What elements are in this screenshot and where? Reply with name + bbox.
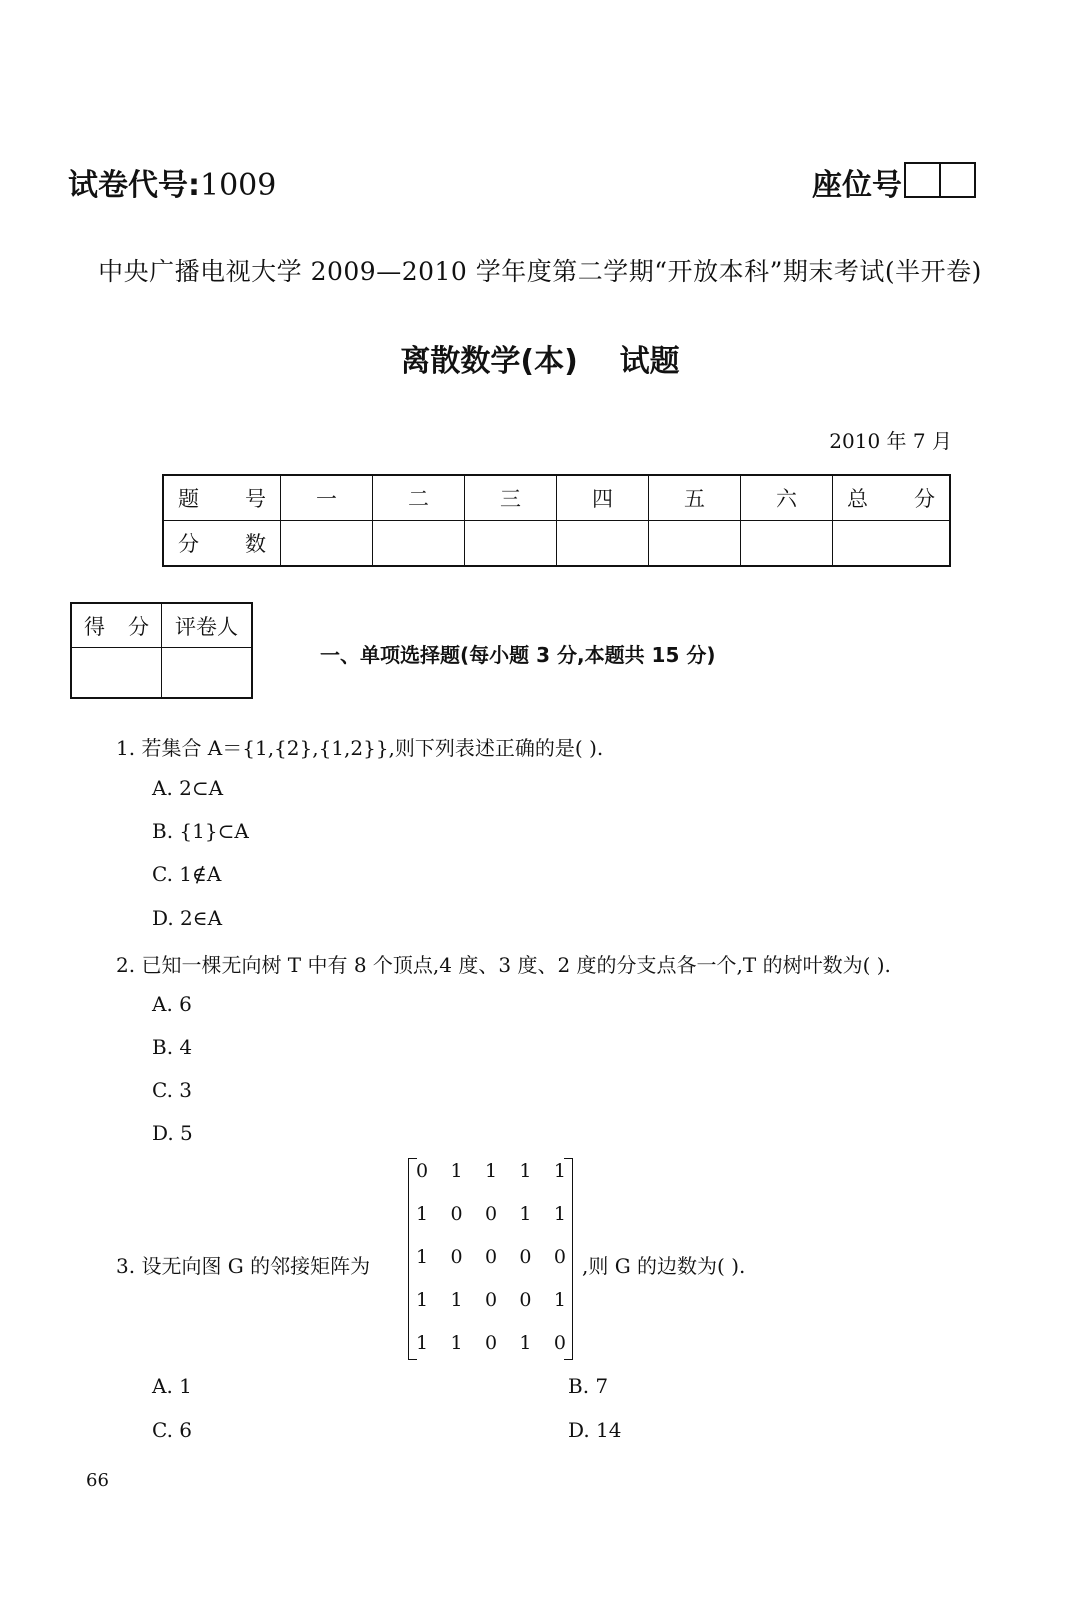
matrix-cell: 0 (519, 1289, 532, 1311)
matrix-cell: 1 (553, 1289, 566, 1311)
score-table-header: 总 分 (833, 475, 951, 521)
exam-session-line: 中央广播电视大学 2009—2010 学年度第二学期“开放本科”期末考试(半开卷) (98, 257, 982, 286)
question-2-option-a: A. 6 (152, 992, 192, 1016)
matrix-cell: 1 (416, 1332, 429, 1354)
grader-table-grader-label: 评卷人 (162, 603, 253, 648)
score-cell[interactable] (557, 521, 649, 567)
question-3-option-c: C. 6 (152, 1418, 193, 1442)
seat-number-box[interactable] (939, 164, 974, 196)
grader-table-header-row (71, 603, 252, 648)
matrix-row (416, 1332, 566, 1354)
question-2-stem: 2. 已知一棵无向树 T 中有 8 个顶点,4 度、3 度、2 度的分支点各一个,T 的树叶数为( ). (116, 953, 891, 977)
question-2-option-b: B. 4 (152, 1035, 193, 1059)
score-table-header: 一 (281, 475, 373, 521)
exam-title: 离散数学(本) 试题 (400, 344, 680, 379)
section-heading: 一、单项选择题(每小题 3 分,本题共 15 分) (320, 643, 716, 667)
matrix-row (416, 1289, 566, 1311)
matrix-row (416, 1203, 566, 1225)
grader-name-cell[interactable] (162, 648, 253, 699)
matrix-cell: 1 (553, 1160, 566, 1182)
question-3-option-d: D. 14 (568, 1418, 622, 1442)
matrix-cell: 0 (484, 1289, 498, 1311)
question-2-option-d: D. 5 (152, 1121, 193, 1145)
score-table (162, 474, 951, 567)
matrix-cell: 0 (484, 1332, 498, 1354)
seat-number-boxes[interactable] (904, 162, 976, 198)
matrix-cell: 0 (553, 1332, 566, 1354)
question-3-option-a: A. 1 (152, 1374, 192, 1398)
matrix-cell: 0 (416, 1160, 429, 1182)
matrix-cell: 0 (519, 1246, 532, 1268)
exam-code-separator: : (188, 168, 200, 203)
question-1-option-c: C. 1∉A (152, 862, 222, 886)
score-table-header: 五 (649, 475, 741, 521)
question-1-option-a: A. 2⊂A (152, 776, 224, 800)
grader-table-score-label: 得 分 (71, 603, 162, 648)
exam-code-value: 1009 (200, 168, 277, 203)
score-table-header: 二 (373, 475, 465, 521)
matrix-cell: 1 (416, 1246, 429, 1268)
exam-code-label: 试卷代号 (68, 168, 188, 203)
matrix-cell: 1 (519, 1160, 532, 1182)
grader-score-cell[interactable] (71, 648, 162, 699)
grader-table-entry-row (71, 648, 252, 699)
matrix-row (416, 1246, 566, 1268)
score-table-header: 六 (741, 475, 833, 521)
exam-code (68, 160, 276, 204)
exam-date: 2010 年 7 月 (829, 429, 952, 453)
matrix-cell: 0 (553, 1246, 566, 1268)
matrix-cell: 1 (484, 1160, 498, 1182)
question-1-stem: 1. 若集合 A＝{1,{2},{1,2}},则下列表述正确的是( ). (116, 736, 604, 760)
score-cell[interactable] (741, 521, 833, 567)
matrix-cell: 1 (416, 1203, 429, 1225)
question-3-option-b: B. 7 (568, 1374, 609, 1398)
score-cell[interactable] (833, 521, 951, 567)
seat-number-box[interactable] (906, 164, 939, 196)
page-number: 66 (86, 1470, 109, 1491)
matrix-cell: 0 (484, 1246, 498, 1268)
matrix-cell: 0 (450, 1203, 463, 1225)
matrix-cell: 1 (450, 1160, 463, 1182)
question-2-option-c: C. 3 (152, 1078, 193, 1102)
score-table-score-label: 分 数 (163, 521, 281, 567)
score-cell[interactable] (649, 521, 741, 567)
matrix-cell: 1 (450, 1289, 463, 1311)
score-table-header: 题 号 (163, 475, 281, 521)
matrix-cell: 1 (450, 1332, 463, 1354)
score-table-header: 四 (557, 475, 649, 521)
score-table-score-row (163, 521, 950, 567)
matrix-right-bracket (564, 1158, 573, 1360)
seat-number-label: 座位号 (812, 168, 902, 203)
matrix-cell: 1 (519, 1332, 532, 1354)
score-cell[interactable] (373, 521, 465, 567)
question-1-option-d: D. 2∈A (152, 906, 223, 930)
question-3-stem-prefix: 3. 设无向图 G 的邻接矩阵为 (116, 1254, 371, 1278)
matrix-cell: 0 (484, 1203, 498, 1225)
matrix-cell: 0 (450, 1246, 463, 1268)
matrix-cell: 1 (553, 1203, 566, 1225)
grader-table (70, 602, 253, 699)
matrix-row (416, 1160, 566, 1182)
question-3-stem-suffix: ,则 G 的边数为( ). (582, 1254, 746, 1278)
question-1-option-b: B. {1}⊂A (152, 819, 249, 843)
matrix-cell: 1 (519, 1203, 532, 1225)
score-cell[interactable] (465, 521, 557, 567)
score-table-header-row (163, 475, 950, 521)
seat-number (812, 160, 976, 204)
score-cell[interactable] (281, 521, 373, 567)
score-table-header: 三 (465, 475, 557, 521)
matrix-cell: 1 (416, 1289, 429, 1311)
